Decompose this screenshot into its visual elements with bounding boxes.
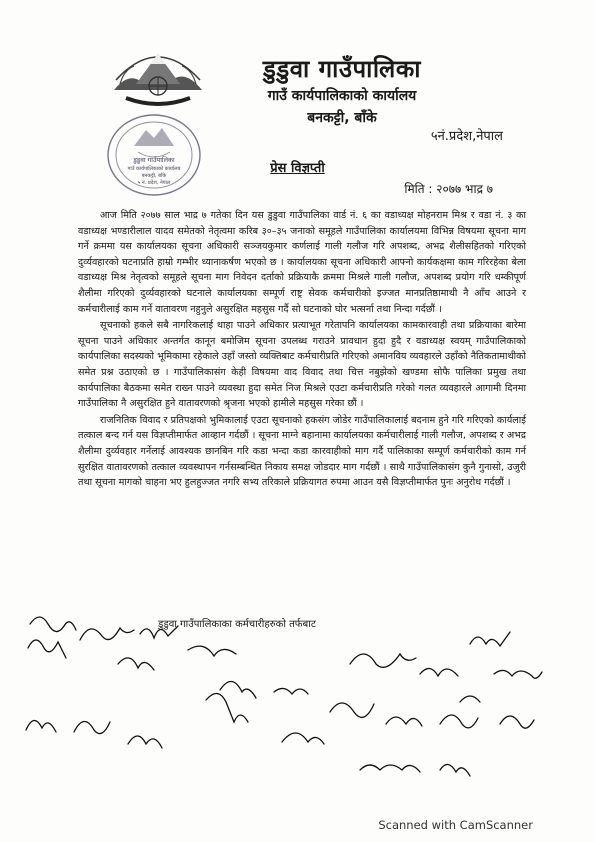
body-paragraph-1: आज मिति २०७७ साल भाद्र ७ गतेका दिन यस डुडुवा गाउँपालिका वार्ड नं. ६ का वडाध्यक्ष मोहनराम मिश्र र वडा नं. ३ का वडाध्यक्ष भण्डारीलाल यादव समेतको नेतृत्वमा करिब ३०–३५ जनाको समूहले गाउँपालिका कार्यालयमा विभिन्न विषयमा सूचना माग गर्ने क्रममा यस कार्यालयका सूचना अधिकारी सञ्जयकुमार कर्णलाई गाली गलौज गरि अपशब्द, अभद्र शैलीसहितको गरिएको दुर्व्यवहारको घटनाप्रति हाम्रो गम्भीर ध्यानाकर्षण भएको छ । कार्यालयका सूचना अधिकारी आफ्नो कार्यकक्षमा काम गरिरहेका बेला वडाध्यक्ष मिश्र नेतृत्वको समूहले सूचना माग निवेदन दर्ताको प्रक्रियाकै क्रममा मिश्रले गाली गलौज, अपशब्द प्रयोग गरि धम्कीपूर्ण शैलीमा गरिएको दुर्व्यवहारको घटनाले कार्यालयका सम्पूर्ण राष्ट्र सेवक कर्मचारीको इज्जत मानप्रतिष्ठामाथी नै आँच आउने र कर्मचारीलाई काम गर्ने वातावरण नहुनुले असुरक्षित महसुस गर्दै सो घटनाको घोर भत्सर्ना तथा निन्दा गर्दछौं ।: [78, 210, 526, 315]
scanner-watermark: Scanned with CamScanner: [378, 818, 533, 832]
press-release-body: [78, 208, 526, 491]
signature-9: [350, 654, 416, 667]
signature-11: [470, 632, 510, 646]
signature-12: [494, 670, 542, 678]
signature-10: [420, 668, 458, 676]
nepal-government-emblem: [110, 40, 206, 114]
office-subtitle: गाउँ कार्यपालिकाको कार्यालय: [267, 88, 417, 104]
signature-24: [460, 696, 480, 702]
office-title: डुडुवा गाउँपालिका: [263, 55, 421, 83]
signature-5: [118, 658, 154, 670]
office-location: बनकट्टी, बाँके: [307, 110, 377, 126]
press-release-title: प्रेस विज्ञप्ती: [270, 161, 325, 176]
staff-signatures: [20, 604, 550, 794]
signature-6: [188, 646, 236, 656]
signature-21: [500, 716, 534, 728]
stamp-line-1: डुडुवा गाउँपालिका: [133, 156, 175, 164]
province-label: ५नं.प्रदेश,नेपाल: [430, 129, 503, 144]
signature-2: [28, 640, 66, 658]
signature-1: [30, 617, 76, 632]
release-date: मिति : २०७७ भाद्र ७: [404, 182, 493, 196]
signature-20: [440, 715, 478, 728]
signature-3: [80, 628, 134, 640]
signature-13: [26, 720, 56, 732]
signatories-caption: डुडुवा गाउँपालिकाका कर्मचारीहरुको तर्फबाट: [158, 619, 316, 630]
stamp-line-4: ५ नं. प्रदेश, नेपाल: [137, 180, 171, 186]
stamp-line-3: बनकट्टी, बाँके: [141, 173, 167, 179]
signature-18: [330, 703, 374, 717]
signature-22: [360, 765, 420, 772]
body-paragraph-2: सूचनाको हकले सबै नागरिकलाई थाहा पाउने अधिकार प्रत्याभूत गरेतापनि कार्यालयका कामकारवाही तथा प्रक्रियाका बारेमा सूचना पाउने अधिकार अन्तर्गत कानून बमोजिम सूचना उपलब्ध गराउने प्रावधान हुदा हुदै र वडाध्यक्ष स्वयम् गाउँपालिकाको कार्यपालिका सदस्यको भूमिकामा रहेकाले उहाँ जस्तो व्यक्तिबाट कर्मचारीप्रति गरिएको अमानविय व्यवहारले उहाँको नैतिकतामाथीको समेत प्रश्न उठाएको छ । गाउँपालिकासंग केही विषयमा वाद विवाद तथा चित्त नबुझेको खण्डमा सोफै पालिका प्रमुख तथा कार्यपालिका बैठकमा समेत राख्न पाउने व्यवस्था हुदा समेत निज मिश्रले एउटा कर्मचारीप्रति गरेको गलत व्यवहारले आगामी दिनमा गाउँपालिका नै असुरक्षित हुने वातावरणको श्रृजना भएको हामीले महसुस गरेका छौं ।: [78, 320, 526, 410]
stamp-line-2: गाउँ कार्यपालिकाको कार्यालय: [127, 166, 181, 172]
signature-17: [282, 733, 324, 744]
signature-14: [74, 721, 110, 733]
signature-23: [440, 764, 470, 776]
signature-16: [206, 693, 248, 722]
signature-7: [220, 681, 256, 698]
office-stamp: [104, 112, 204, 198]
signature-8: [274, 688, 308, 694]
signature-15: [128, 736, 162, 748]
body-paragraph-3: राजनितिक विवाद र प्रतिपक्षको भुमिकालाई एउटा सूचनाको हकसंग जोडेर गाउँपालिकालाई बदनाम हुने गरि गरिएको कार्यलाई तत्काल बन्द गर्न यस विज्ञप्तीमार्फत आव्हान गर्दछौं । सूचना माग्ने बहानामा कार्यालयका कर्मचारीलाई गाली गलौज, अपशब्द र अभद्र शैलीमा दुर्व्यवहार गर्नेलाई आवश्यक छानबिन गरि कडा भन्दा कडा कारवाहीको माग गर्दै पालिकाका सम्पूर्ण कर्मचारीको काम गर्न सुरक्षित वातावरणको तत्काल व्यवस्थापन गर्नसम्बन्धित निकाय समक्ष जोडदार माग गर्दछौं । साथै गाउँपालिकासंग कुनै गुनासो, उजुरी तथा सूचना मागको चाहना भए हुलहुज्जत नगरि सभ्य तरिकाले प्रक्रियागत रुपमा आउन यसै विज्ञप्तीमार्फत पुनः अनुरोध गर्दछौं ।: [78, 414, 526, 489]
signature-19: [386, 717, 422, 726]
